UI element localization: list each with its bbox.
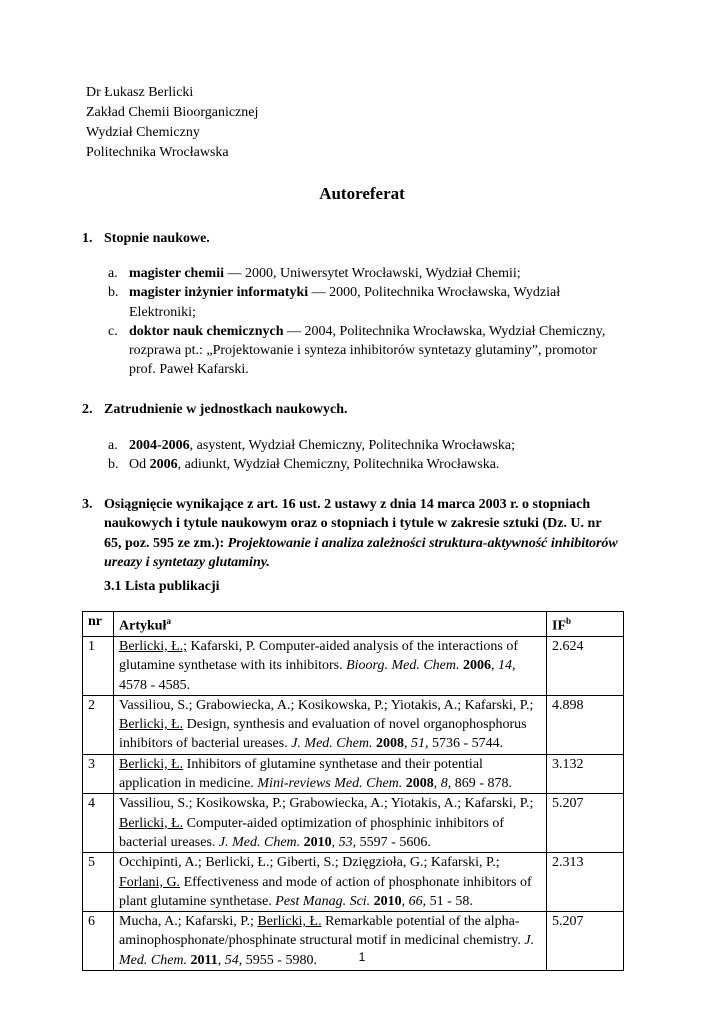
employment-list	[108, 436, 627, 475]
citation-pages: , 5955 - 5980.	[238, 952, 317, 968]
citation-journal: Bioorg. Med. Chem.	[346, 658, 460, 674]
citation-year: 2006	[463, 658, 492, 674]
citation-corresponding-author: Berlicki, Ł.	[257, 914, 322, 930]
citation-pages: , 4578 - 4585.	[119, 658, 516, 693]
citation-corresponding-author: Berlicki, Ł.	[119, 756, 184, 772]
citation-journal: Pest Manag. Sci.	[275, 893, 371, 909]
impact-factor: 2.624	[547, 636, 624, 695]
citation-title: Computer-aided analysis of the interactions of glutamine synthetase with its inhibitors.	[119, 638, 519, 674]
list-item	[108, 436, 627, 455]
section-3-heading	[82, 495, 622, 572]
citation-authors: Vassiliou, S.; Kosikowska, P.; Grabowiecka, A.; Yiotakis, A.; Kafarski, P.;	[119, 796, 534, 812]
table-header-row	[83, 612, 624, 637]
citation-year: 2008	[405, 776, 434, 792]
citation-authors: Vassiliou, S.; Grabowiecka, A.; Kosikowska, P.; Yiotakis, A.; Kafarski, P.;	[119, 697, 534, 713]
impact-factor: 4.898	[547, 695, 624, 754]
list-item	[108, 264, 627, 283]
row-number: 6	[83, 912, 114, 971]
employment-detail: , asystent, Wydział Chemiczny, Politechnika Wrocławska;	[189, 438, 515, 453]
citation-title: Remarkable potential of the alpha-aminophosphonate/phosphinate structural motif in medicinal chemistry.	[119, 914, 525, 949]
section-3-topic: Projektowanie i analiza zależności struktura-aktywność inhibitorów ureazy i syntetazy glutaminy.	[104, 535, 618, 570]
row-number: 2	[83, 695, 114, 754]
list-marker: c.	[108, 323, 118, 339]
citation: Berlicki, Ł.; Kafarski, P. Computer-aided analysis of the interactions of glutamine synthetase with its inhibitors. Bioorg. Med. Chem. 2006, 14, 4578 - 4585.	[114, 636, 547, 695]
row-number: 5	[83, 853, 114, 912]
citation-volume: 66	[408, 893, 423, 909]
citation-journal: J. Med. Chem.	[291, 736, 373, 752]
citation-pages: , 5597 - 5606.	[352, 834, 431, 850]
university: Politechnika Wrocławska	[86, 145, 229, 160]
citation-corresponding-author: Berlicki, Ł.;	[119, 638, 188, 654]
list-marker: a.	[108, 438, 118, 453]
impact-factor: 3.132	[547, 754, 624, 794]
employment-detail: , adiunkt, Wydział Chemiczny, Politechnika Wrocławska.	[177, 457, 500, 473]
publications-table	[82, 611, 624, 971]
citation-volume: 8	[440, 776, 448, 792]
author-header	[86, 83, 258, 163]
degree-name: magister chemii	[129, 266, 224, 281]
citation-pages: , 51 - 58.	[422, 893, 473, 909]
list-item	[108, 322, 627, 380]
citation-year: 2010	[303, 834, 332, 850]
section-1-title: Stopnie naukowe.	[104, 231, 210, 246]
employment-period: 2004-2006	[129, 438, 190, 453]
impact-factor: 5.207	[547, 794, 624, 853]
degree-detail: — 2000, Politechnika Wrocławska, Wydział Elektroniki;	[129, 285, 561, 320]
page-number: 1	[358, 950, 366, 964]
citation-volume: 51	[410, 736, 425, 752]
row-number: 3	[83, 754, 114, 794]
section-3-title: Osiągnięcie wynikające z art. 16 ust. 2 ustawy z dnia 14 marca 2003 r. o stopniach naukowych i tytule naukowym oraz o stopniach i tytule w zakresie sztuki (Dz. U. nr 65, poz. 595 ze zm.):	[104, 497, 602, 551]
list-marker: b.	[108, 285, 119, 301]
citation-volume: 53	[338, 834, 353, 850]
citation-corresponding-author: Berlicki, Ł.	[119, 815, 184, 831]
column-header-nr: nr	[83, 612, 114, 637]
citation: Vassiliou, S.; Kosikowska, P.; Grabowiecka, A.; Yiotakis, A.; Kafarski, P.; Berlicki, Ł. Computer-aided optimization of phosphinic inhibitors of bacterial ureases. J. Med. Chem. 2010, 53, 5597 - 5606.	[114, 794, 547, 853]
section-3-number: 3.	[82, 497, 93, 512]
citation-title: Inhibitors of glutamine synthetase and their potential application in medicine.	[119, 756, 483, 792]
section-1-number: 1.	[82, 231, 93, 246]
citation-journal: J. Med. Chem.	[218, 834, 301, 850]
degree-detail: — 2004, Politechnika Wrocławska, Wydział Chemiczny, rozprawa pt.: „Projektowanie i synteza inhibitorów syntetazy glutaminy”, promotor prof. Paweł Kafarski.	[129, 323, 606, 378]
citation-title: Computer-aided optimization of phosphinic inhibitors of bacterial ureases.	[119, 815, 505, 850]
section-1-heading	[82, 229, 210, 248]
citation-authors: Mucha, A.; Kafarski, P.;	[119, 914, 258, 930]
section-2-heading	[82, 400, 348, 419]
table-row	[83, 695, 624, 754]
table-row	[83, 794, 624, 853]
row-number: 4	[83, 794, 114, 853]
impact-factor: 5.207	[547, 912, 624, 971]
article-header-text: Artykuł	[119, 618, 167, 634]
list-marker: a.	[108, 266, 118, 281]
department: Zakład Chemii Bioorganicznej	[86, 105, 259, 120]
impact-factor: 2.313	[547, 853, 624, 912]
citation: Vassiliou, S.; Grabowiecka, A.; Kosikowska, P.; Yiotakis, A.; Kafarski, P.; Berlicki, Ł. Design, synthesis and evaluation of novel organophosphorus inhibitors of bacterial ureases. J. Med. Chem. 2008, 51, 5736 - 5744.	[114, 695, 547, 754]
table-row	[83, 853, 624, 912]
publication-list-heading: 3.1 Lista publikacji	[104, 579, 220, 594]
list-item	[108, 283, 627, 322]
degrees-list	[108, 264, 627, 380]
section-2-title: Zatrudnienie w jednostkach naukowych.	[104, 402, 348, 417]
citation-journal: J. Med. Chem.	[119, 933, 535, 968]
citation-title: Design, synthesis and evaluation of novel organophosphorus inhibitors of bacterial ureases.	[119, 717, 527, 752]
citation-corresponding-author: Forlani, G.	[119, 874, 181, 890]
citation-corresponding-author: Berlicki, Ł.	[119, 717, 184, 733]
page-title: Autoreferat	[319, 184, 405, 203]
table-row	[83, 636, 624, 695]
citation-volume: 14	[498, 658, 513, 674]
degree-name: magister inżynier informatyki	[129, 285, 309, 301]
author-name: Dr Łukasz Berlicki	[86, 85, 194, 100]
citation-volume: 54	[224, 952, 239, 968]
degree-name: doktor nauk chemicznych	[129, 323, 284, 339]
citation-pages: , 5736 - 5744.	[424, 736, 504, 752]
list-item	[108, 455, 627, 474]
citation: Mucha, A.; Kafarski, P.; Berlicki, Ł. Remarkable potential of the alpha-aminophosphonate/phosphinate structural motif in medicinal chemistry. J. Med. Chem. 2011, 54, 5955 - 5980.	[114, 912, 547, 971]
list-marker: b.	[108, 457, 119, 473]
citation-title: Effectiveness and mode of action of phosphonate inhibitors of plant glutamine synthetase.	[119, 874, 532, 909]
citation-journal: Mini-reviews Med. Chem.	[257, 776, 403, 792]
column-header-article	[114, 612, 547, 637]
citation-year: 2010	[373, 893, 402, 909]
degree-detail: — 2000, Uniwersytet Wrocławski, Wydział Chemii;	[224, 266, 521, 281]
if-footnote-mark: b	[566, 616, 572, 626]
citation-authors: Occhipinti, A.; Berlicki, Ł.; Giberti, S.; Dzięgzioła, G.; Kafarski, P.;	[119, 855, 500, 871]
citation-year: 2011	[190, 952, 218, 968]
citation-authors-rest: Kafarski, P.	[187, 638, 256, 654]
citation-year: 2008	[375, 736, 404, 752]
table-row	[83, 754, 624, 794]
faculty: Wydział Chemiczny	[86, 125, 200, 140]
section-2-number: 2.	[82, 402, 93, 417]
citation: Occhipinti, A.; Berlicki, Ł.; Giberti, S.; Dzięgzioła, G.; Kafarski, P.; Forlani, G. Effectiveness and mode of action of phosphonate inhibitors of plant glutamine synthetase. Pest Manag. Sci. 2010, 66, 51 - 58.	[114, 853, 547, 912]
if-header-text: IF	[552, 618, 566, 634]
employment-prefix: Od	[129, 457, 150, 473]
citation: Berlicki, Ł. Inhibitors of glutamine synthetase and their potential application in medicine. Mini-reviews Med. Chem. 2008, 8, 869 - 878.	[114, 754, 547, 794]
citation-pages: , 869 - 878.	[447, 776, 512, 792]
employment-period: 2006	[149, 457, 178, 473]
row-number: 1	[83, 636, 114, 695]
column-header-if	[547, 612, 624, 637]
article-footnote-mark: a	[166, 616, 171, 626]
